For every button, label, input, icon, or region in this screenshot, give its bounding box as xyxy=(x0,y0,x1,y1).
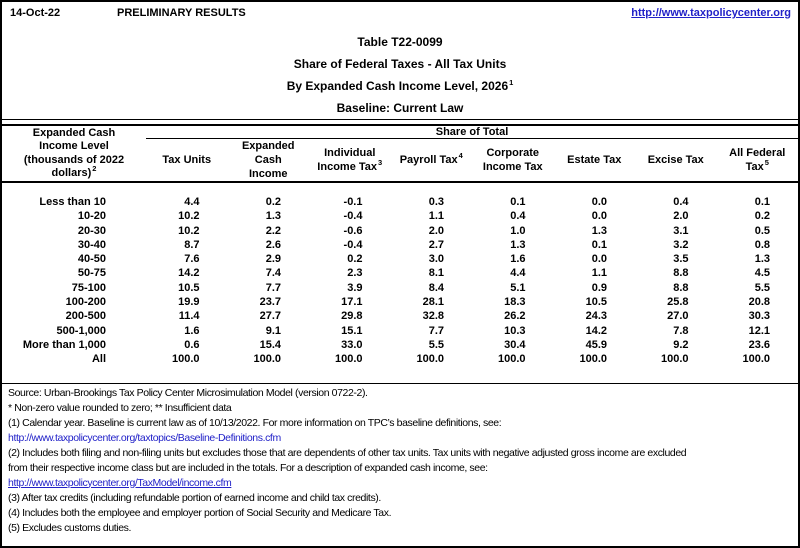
cell-value: 25.8 xyxy=(667,296,689,309)
cell-value: 7.4 xyxy=(265,267,281,280)
cell-value: -0.6 xyxy=(343,224,363,237)
table-row xyxy=(2,352,798,366)
cell-value: 0.2 xyxy=(347,253,363,266)
footnotes xyxy=(2,384,798,536)
table-row xyxy=(2,238,798,252)
row-label: 40-50 xyxy=(77,253,106,266)
table-row xyxy=(2,281,798,295)
footnote-marker-4: 4 xyxy=(458,151,463,161)
cell-value: 7.6 xyxy=(184,253,200,266)
cell-value: -0.4 xyxy=(343,210,363,223)
cell-value: 2.0 xyxy=(428,224,444,237)
cell-value: 10.2 xyxy=(178,210,200,223)
cell-value: 14.2 xyxy=(178,267,200,280)
cell-value: 8.4 xyxy=(428,281,444,294)
cell-value: 5.5 xyxy=(428,338,444,351)
cell-value: 32.8 xyxy=(422,310,444,323)
row-label: All xyxy=(91,353,106,366)
cell-value: 1.3 xyxy=(265,210,281,223)
cell-value: 5.5 xyxy=(754,281,770,294)
table-top-rule xyxy=(2,119,798,126)
cell-value: 3.1 xyxy=(673,224,689,237)
cell-value: 1.1 xyxy=(591,267,607,280)
cell-value: 15.4 xyxy=(259,338,281,351)
cell-value: 0.0 xyxy=(591,210,607,223)
table-row xyxy=(2,309,798,323)
cell-value: 20.8 xyxy=(748,296,770,309)
stub-header: Expanded Cash Income Level (thousands of 2022 dollars)$^2$ xyxy=(23,126,125,179)
cell-value: 2.9 xyxy=(265,253,281,266)
row-label: 50-75 xyxy=(77,267,106,280)
cell-value: 8.7 xyxy=(184,238,200,251)
report-date: 14-Oct-22 xyxy=(10,7,61,19)
cell-value: 10.2 xyxy=(178,224,200,237)
cell-value: 15.1 xyxy=(341,324,363,337)
cell-value: 18.3 xyxy=(504,296,526,309)
cell-value: 1.3 xyxy=(754,253,770,266)
table-row xyxy=(2,324,798,338)
cell-value: 9.2 xyxy=(673,338,689,351)
footnote-line: (5) Excludes customs duties. xyxy=(8,521,132,534)
cell-value: 100.0 xyxy=(334,353,363,366)
cell-value: 8.8 xyxy=(673,267,689,280)
cell-value: 3.5 xyxy=(673,253,689,266)
cell-value: 0.4 xyxy=(510,210,526,223)
cell-value: 33.0 xyxy=(341,338,363,351)
cell-value: 9.1 xyxy=(265,324,281,337)
cell-value: 4.5 xyxy=(754,267,770,280)
subtitle-text: By Expanded Cash Income Level, 2026 xyxy=(286,79,509,93)
cell-value: 45.9 xyxy=(585,338,607,351)
footnote-link-line xyxy=(8,476,793,491)
cell-value: 2.6 xyxy=(265,238,281,251)
table-body xyxy=(2,195,798,367)
cell-value: 1.0 xyxy=(510,224,526,237)
cell-value: 0.0 xyxy=(591,196,607,208)
cell-value: 1.3 xyxy=(591,224,607,237)
cell-value: 0.6 xyxy=(184,338,200,351)
column-header: All Federal Tax$^5$ xyxy=(729,147,786,173)
table-header xyxy=(2,126,798,183)
cell-value: 10.5 xyxy=(585,296,607,309)
cell-value: 23.7 xyxy=(259,296,281,309)
cell-value: 5.1 xyxy=(510,281,526,294)
row-label: More than 1,000 xyxy=(22,338,106,351)
row-label: 30-40 xyxy=(77,238,106,251)
cell-value: 0.8 xyxy=(754,238,770,251)
cell-value: 2.7 xyxy=(428,238,444,251)
cell-value: 7.7 xyxy=(265,281,281,294)
taxpolicycenter-link[interactable]: http://www.taxpolicycenter.org xyxy=(631,7,791,19)
cell-value: 100.0 xyxy=(497,353,526,366)
table-row xyxy=(2,295,798,309)
footnote-marker-3: 3 xyxy=(378,158,383,168)
column-header: Tax Units xyxy=(162,154,212,166)
column-header: Expanded Cash Income xyxy=(241,140,295,180)
row-label: 100-200 xyxy=(65,296,106,309)
table-row xyxy=(2,252,798,266)
preliminary-results-label: PRELIMINARY RESULTS xyxy=(117,7,246,19)
cell-value: 100.0 xyxy=(171,353,200,366)
cell-value: 1.3 xyxy=(510,238,526,251)
cell-value: 26.2 xyxy=(504,310,526,323)
table-row xyxy=(2,209,798,223)
cell-value: 11.4 xyxy=(178,310,200,323)
column-header: Corporate Income Tax xyxy=(482,147,543,173)
cell-value: 1.6 xyxy=(510,253,526,266)
cell-value: 1.1 xyxy=(428,210,444,223)
row-label: 500-1,000 xyxy=(56,324,106,337)
footnote-marker-2: 2 xyxy=(92,164,97,174)
table-row xyxy=(2,224,798,238)
data-table xyxy=(2,195,798,367)
footnote-line: from their respective income class but are included in the totals. For a description of expanded cash income, see: xyxy=(8,461,488,474)
baseline-title: Baseline: Current Law xyxy=(336,101,464,115)
cell-value: 12.1 xyxy=(748,324,770,337)
cell-value: 19.9 xyxy=(178,296,200,309)
cell-value: 27.7 xyxy=(259,310,281,323)
cell-value: 100.0 xyxy=(742,353,770,366)
column-header: Payroll Tax$^4$ xyxy=(399,151,463,166)
footnote-link-line xyxy=(8,431,793,446)
row-label: 20-30 xyxy=(77,224,106,237)
cell-value: 10.5 xyxy=(178,281,200,294)
footnote-line: (3) After tax credits (including refundable portion of earned income and child tax credits). xyxy=(8,491,381,504)
footnote-line: (2) Includes both filing and non-filing units but excludes those that are dependents of other tax units. Tax units with negative adjusted gross income are excluded xyxy=(8,446,687,459)
cell-value: 4.4 xyxy=(510,267,526,280)
footnote-line: (1) Calendar year. Baseline is current law as of 10/13/2022. For more information on TPC’s baseline definitions, see: xyxy=(8,416,502,429)
cell-value: 8.8 xyxy=(673,281,689,294)
cell-value: 2.3 xyxy=(347,267,363,280)
table-body-area xyxy=(2,183,798,384)
footnote-link[interactable]: http://www.taxpolicycenter.org/TaxModel/income.cfm xyxy=(8,476,232,489)
row-label: Less than 10 xyxy=(39,196,106,208)
cell-value: 30.3 xyxy=(748,310,770,323)
cell-value: 0.1 xyxy=(754,196,770,208)
cell-value: -0.1 xyxy=(343,196,363,208)
row-label: 10-20 xyxy=(77,210,106,223)
footnote-line: Source: Urban-Brookings Tax Policy Center Microsimulation Model (version 0722-2). xyxy=(8,386,368,399)
cell-value: 0.1 xyxy=(591,238,607,251)
title-block xyxy=(2,31,798,119)
cell-value: 28.1 xyxy=(422,296,444,309)
cell-value: 24.3 xyxy=(585,310,607,323)
cell-value: 17.1 xyxy=(341,296,363,309)
cell-value: 0.4 xyxy=(673,196,689,208)
cell-value: 0.2 xyxy=(754,210,770,223)
cell-value: 30.4 xyxy=(504,338,526,351)
cell-value: 0.0 xyxy=(591,253,607,266)
footnote-line: (4) Includes both the employee and employer portion of Social Security and Medicare Tax. xyxy=(8,506,392,519)
table-number-title: Table T22-0099 xyxy=(357,35,443,49)
cell-value: 10.3 xyxy=(504,324,526,337)
cell-value: 3.2 xyxy=(673,238,689,251)
cell-value: 100.0 xyxy=(416,353,444,366)
cell-value: 0.9 xyxy=(591,281,607,294)
cell-value: 2.2 xyxy=(265,224,281,237)
cell-value: 29.8 xyxy=(341,310,363,323)
cell-value: 100.0 xyxy=(253,353,281,366)
cell-value: 3.0 xyxy=(428,253,444,266)
cell-value: 0.5 xyxy=(754,224,770,237)
cell-value: 7.7 xyxy=(428,324,444,337)
column-header: Individual Income Tax$^3$ xyxy=(317,147,383,173)
cell-value: 0.3 xyxy=(428,196,444,208)
table-row xyxy=(2,338,798,352)
column-header: Excise Tax xyxy=(647,154,704,166)
cell-value: -0.4 xyxy=(343,238,363,251)
cell-value: 27.0 xyxy=(667,310,689,323)
table-subtitle-income-level xyxy=(2,75,798,97)
footnote-marker-5: 5 xyxy=(764,158,769,168)
share-of-total-header: Share of Total xyxy=(146,126,798,139)
cell-value: 100.0 xyxy=(579,353,607,366)
row-label: 200-500 xyxy=(65,310,106,323)
cell-value: 23.6 xyxy=(748,338,770,351)
cell-value: 8.1 xyxy=(428,267,444,280)
cell-value: 1.6 xyxy=(184,324,200,337)
cell-value: 4.4 xyxy=(184,196,200,208)
footnote-line: * Non-zero value rounded to zero; ** Insufficient data xyxy=(8,401,232,414)
table-row xyxy=(2,195,798,209)
cell-value: 2.0 xyxy=(673,210,689,223)
cell-value: 0.1 xyxy=(510,196,526,208)
column-header: Estate Tax xyxy=(567,154,622,166)
table-main-title: Share of Federal Taxes - All Tax Units xyxy=(293,57,507,71)
footnote-marker-1: 1 xyxy=(509,78,514,87)
row-label: 75-100 xyxy=(71,281,106,294)
footnote-link[interactable]: http://www.taxpolicycenter.org/taxtopics/Baseline-Definitions.cfm xyxy=(8,431,281,444)
cell-value: 7.8 xyxy=(673,324,689,337)
cell-value: 14.2 xyxy=(585,324,607,337)
cell-value: 100.0 xyxy=(660,353,689,366)
table-row xyxy=(2,266,798,280)
cell-value: 3.9 xyxy=(347,281,363,294)
top-bar xyxy=(2,2,798,19)
cell-value: 0.2 xyxy=(265,196,281,208)
